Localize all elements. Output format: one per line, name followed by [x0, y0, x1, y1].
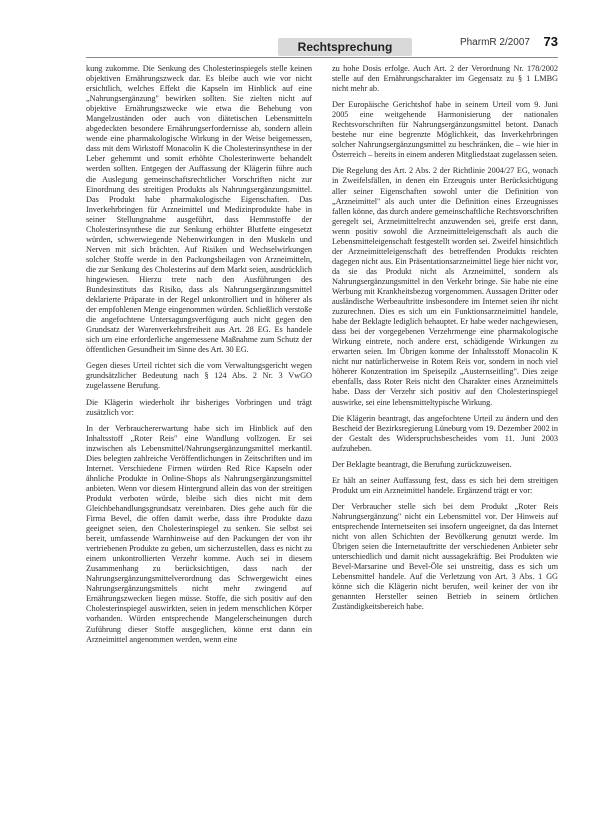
paragraph: Der Europäische Gerichtshof habe in seinem Urteil vom 9. Juni 2005 eine weitgehende Harmonisierung der nationalen Rechtsvorschriften für Nahrungsergänzungsmittel betont. Danach bestehe nur eine begrenzte Möglichkeit, das Inverkehrbringen solcher Nahrungsergänzungsmittel zu beschränken, die – wie hier in Österreich – bereits in einem anderen Mitgliedstaat zugelassen seien.: [332, 100, 558, 160]
paragraph: In der Verbrauchererwartung habe sich im Hinblick auf den Inhaltsstoff „Roter Reis" eine Wandlung vollzogen. Er sei inzwischen als Lebensmittel/Nahrungsergänzungsmittel merkantil. Dies belegten zahlreiche Veröffentlichungen in Zeitschriften und im Internet. Verschiedene Firmen würden Red Rice Kapseln oder ähnliche Produkte in Online-Shops als Nahrungsergänzungsmittel anbieten. Wenn vor diesem Hintergrund allein das von der streitigen Produkt verboten würde, bleibe sich dies nicht mit dem Gleichbehandlungsgrundsatz vereinbaren. Dies gehe auch für die Firma Bevel, die offen damit werbe, dass ihre Produkte dazu geeignet seien, den Cholesterinspiegel zu senken. Sie selbst sei bereit, umfassende Warnhinweise auf den Packungen der von ihr vertriebenen Produkte zu geben, um sicherzustellen, dass es nicht zu einem unkontrollierten Verzehr komme. Auch sei in diesem Zusammenhang zu berücksichtigen, dass nach der Nahrungsergänzungsmittelverordnung das Schwergewicht eines Nahrungsergänzungsmittels nicht mehr zwingend auf Ernährungszwecken liegen müsse. Stoffe, die sich positiv auf den Cholesterinspiegel auswirkten, seien in jedem menschlichen Körper vorhanden. Würden entsprechende Mangelerscheinungen durch Zuführung dieser Stoffe ausgeglichen, könne erst dann ein Arzneimittel angenommen werden, wenn eine: [86, 423, 312, 644]
paragraph: kung zukomme. Die Senkung des Cholesterinspiegels stelle keinen objektiven Ernährungszweck dar. Es bleibe auch wie vor nicht ersichtlich, welches Effekt die Kapseln im Hinblick auf eine „Nahrungsergänzung" bewirken sollten. Sie zielten nicht auf objektive Ernährungszwecke wie etwa die Behebung von Mangelzuständen oder auch von diätetischen Lebensmitteln abgedeckten besondere Ernährungserfordernisse ab, sondern allein wende eine pharmakologische Wirkung in der Weise beigemessen, dass mit dem Wirkstoff Monacolin K die Cholesterinsynthese in der Leber gehemmt und somit erhöhte Cholesterinwerte behandelt werden sollten. Entgegen der Auffassung der Klägerin führe auch die Auslegung gemeinschaftsrechtlicher Vorschriften nicht zur Einordnung des streitigen Produkts als Nahrungsergänzungsmittel. Das Produkt habe pharmakologische Eigenschaften. Das Inverkehrbringen für Arzneimittel und Medizinprodukte habe in seiner Stellungnahme ausgeführt, dass Hemmstoffe der Cholesterinsynthese die zur Senkung erhöhter Blutfette eingesetzt würden, schwerwiegende Nebenwirkungen in den Muskeln und Nerven mit sich brächten. Auf Risiken und Wechselwirkungen solcher Stoffe werde in den Packungsbeilagen von Arzneimitteln, die zur Senkung des Cholesterins auf dem Markt seien, ausdrücklich hingewiesen. Hierzu trete nach den Ausführungen des Bundesinstituts das Risiko, dass als Nahrungsergänzungsmittel deklarierte Präparate in der Regel unkontrolliert und in höherer als der empfohlenen Menge eingenommen würden. Schließlich verstoße die angefochtene Untersagungsverfügung auch nicht gegen den Grundsatz der Warenverkehrsfreiheit aus Art. 28 EG. Es handele sich um eine erforderliche angemessene Maßnahme zum Schutz der öffentlichen Gesundheit im Sinne des Art. 30 EG.: [86, 64, 312, 355]
paragraph: Die Klägerin beantragt, das angefochtene Urteil zu ändern und den Bescheid der Bezirksregierung Lüneburg vom 19. Dezember 2002 in der Gestalt des Widerspruchsbescheides vom 11. Juni 2003 aufzuheben.: [332, 413, 558, 453]
paragraph: Die Klägerin wiederholt ihr bisheriges Vorbringen und trägt zusätzlich vor:: [86, 397, 312, 417]
header-rule: [86, 57, 558, 58]
paragraph: Er hält an seiner Auffassung fest, dass es sich bei dem streitigen Produkt um ein Arzneimittel handele. Ergänzend trägt er vor:: [332, 475, 558, 495]
section-title: Rechtsprechung: [278, 38, 412, 56]
paragraph: Der Verbraucher stelle sich bei dem Produkt „Roter Reis Nahrungsergänzung" nicht ein Lebensmittel vor. Der Hinweis auf entsprechende Internetseiten sei insofern ungeeignet, da das Internet nicht von allen Schichten der Bevölkerung genutzt werde. Im Übrigen seien die Internetauftritte der verschiedenen Anbieter sehr unterschiedlich und damit nicht aussagekräftig. Bei Produkten wie Bevel-Marsarine und Bevel-Öle sei unstreitig, dass es sich um Lebensmittel handele. Auf die Verletzung von Art. 3 Abs. 1 GG könne sich die Klägerin nicht berufen, weil keiner der von ihr genannten Hersteller seinen Betrieb in seinem örtlichen Zuständigkeitsbereich habe.: [332, 501, 558, 612]
page-number: 73: [543, 34, 558, 49]
paragraph: zu hohe Dosis erfolge. Auch Art. 2 der Verordnung Nr. 178/2002 stelle auf den Ernährungscharakter im Gegensatz zu § 1 LMBG nicht mehr ab.: [332, 64, 558, 94]
paragraph: Die Regelung des Art. 2 Abs. 2 der Richtlinie 2004/27 EG, wonach in Zweifelsfällen, in denen ein Erzeugnis unter Berücksichtigung aller seiner Eigenschaften sowohl unter die Definition von „Arzneimittel" als auch unter die Definition eines Erzeugnisses fallen könne, das durch andere gemeinschaftliche Rechtsvorschriften geregelt sei, Arzneimittelrecht anzuwenden sei, greife erst dann, wenn positiv sowohl die Arzneimitteleigenschaft als auch die Lebensmitteleigenschaft festgestellt worden sei. Zweifel hinsichtlich der Arzneimitteleigenschaft des betreffenden Produkts reichten dagegen nicht aus. Ein Präsentationsarzneimittel liege hier nicht vor, da sie das Produkt nicht als Arzneimittel, sondern als Nahrungsergänzungsmittel in den Verkehr bringe. Sie habe nie eine Werbung mit Krankheitsbezug vorgenommen. Aussagen Dritter oder ausländische Werbeauftritte insbesondere im Internet seien ihr nicht zuzurechnen. Dies es sich um ein Funktionsarzneimittel handele, habe der Beklagte lediglich behauptet. Er habe weder nachgewiesen, dass bei der vorgegebenen Verzehrmenge eine pharmakologische Wirkung eintrete, noch andere erst, schädigende Wirkungen zu erwarten seien. Im Übrigen komme der Inhaltsstoff Monacolin K nicht nur natürlicherweise in Rotem Reis vor, sondern in noch viel höherer Konzentration im Speisepilz „Austernseitling". Dies zeige ebenfalls, dass Roter Reis nicht den Charakter eines Arzneimittels habe. Dass der Verzehr sich positiv auf den Cholesterinspiegel auswirke, sei eine lebensmitteltypische Wirkung.: [332, 166, 558, 407]
paragraph: Gegen dieses Urteil richtet sich die vom Verwaltungsgericht wegen grundsätzlicher Bedeutung nach § 124 Abs. 2 Nr. 3 VwGO zugelassene Berufung.: [86, 361, 312, 391]
journal-citation: PharmR 2/2007: [459, 37, 530, 48]
left-column: [86, 64, 312, 824]
page-header: [86, 34, 558, 56]
paragraph: Der Beklagte beantragt, die Berufung zurückzuweisen.: [332, 459, 512, 469]
right-column: [332, 64, 558, 824]
